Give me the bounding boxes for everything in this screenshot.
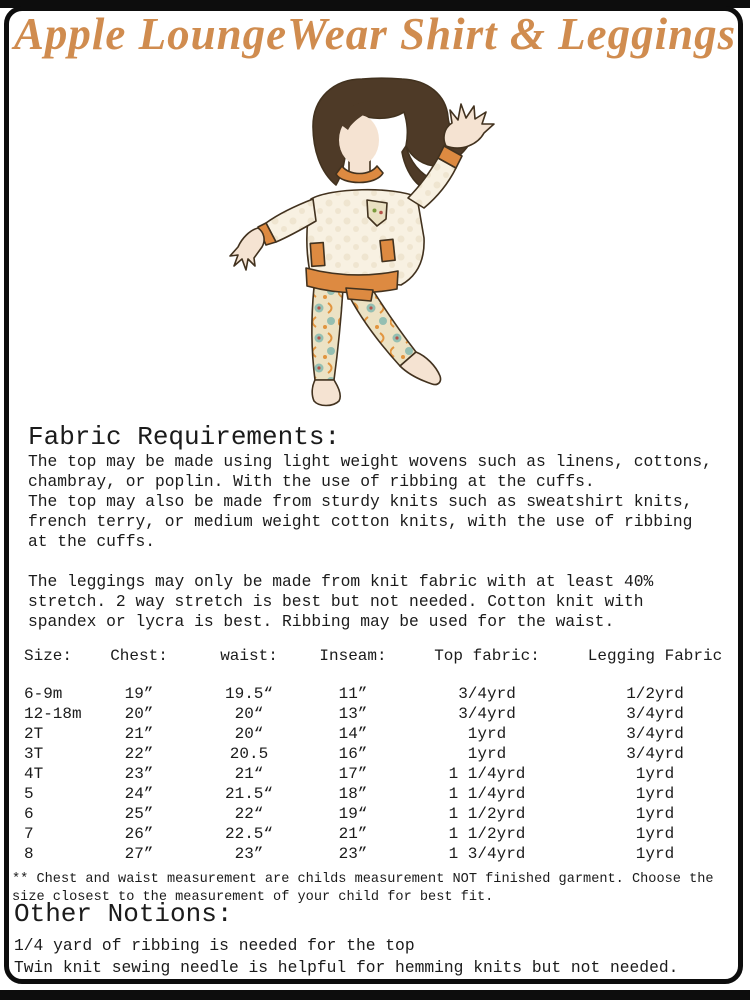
table-cell: 8 — [24, 845, 34, 863]
table-cell: 7 — [24, 825, 34, 843]
table-cell: 1 3/4yrd — [448, 845, 526, 863]
table-cell: 1/2yrd — [626, 685, 684, 703]
table-cell: 27” — [124, 845, 154, 863]
fabric-text-line: The leggings may only be made from knit fabric with at least 40% — [28, 572, 654, 591]
table-cell: 12-18m — [24, 705, 82, 723]
other-notions-heading: Other Notions: — [14, 899, 233, 929]
table-cell: 1yrd — [635, 845, 675, 863]
table-cell: 17” — [338, 765, 368, 783]
size-chart-table — [14, 646, 726, 864]
table-cell: 20“ — [234, 725, 264, 743]
table-cell: 22” — [124, 745, 154, 763]
left-leg-legging — [312, 287, 343, 380]
table-cell: 16” — [338, 745, 368, 763]
table-cell: 19“ — [338, 805, 368, 823]
fabric-text-line: The top may also be made from sturdy knits such as sweatshirt knits, — [28, 492, 693, 511]
table-cell: 1yrd — [467, 725, 507, 743]
table-cell: 21.5“ — [224, 785, 273, 803]
page-title: Apple LoungeWear Shirt & Leggings — [13, 9, 737, 59]
table-row — [14, 844, 726, 864]
table-cell: 1yrd — [467, 745, 507, 763]
table-cell: 3/4yrd — [458, 705, 516, 723]
table-cell: 2T — [24, 725, 44, 743]
table-cell: 20“ — [234, 705, 264, 723]
fabric-text-line: chambray, or poplin. With the use of ribbing at the cuffs. — [28, 472, 595, 491]
notion-text-line: 1/4 yard of ribbing is needed for the top — [14, 936, 415, 955]
other-notions-lines — [14, 935, 678, 979]
fabric-text-line: french terry, or medium weight cotton knits, with the use of ribbing — [28, 512, 693, 531]
table-header-cell: Chest: — [110, 647, 168, 665]
table-cell: 21“ — [234, 765, 264, 783]
table-cell: 21” — [338, 825, 368, 843]
pocket-button-green — [373, 209, 377, 213]
table-row — [14, 804, 726, 824]
table-cell: 3/4yrd — [626, 745, 684, 763]
page-edge-bottom — [0, 990, 750, 1000]
table-cell: 26” — [124, 825, 154, 843]
table-cell: 3/4yrd — [626, 705, 684, 723]
table-cell: 6 — [24, 805, 34, 823]
fabric-text-line: at the cuffs. — [28, 532, 156, 551]
right-hand-waving — [444, 104, 494, 148]
table-cell: 20” — [124, 705, 154, 723]
table-cell: 20.5 — [229, 745, 269, 763]
table-cell: 1yrd — [635, 825, 675, 843]
table-cell: 14” — [338, 725, 368, 743]
table-header-cell: Inseam: — [319, 647, 387, 665]
table-header-cell: Legging Fabric — [587, 647, 723, 665]
table-row — [14, 724, 726, 744]
left-hem-patch — [310, 243, 325, 267]
table-cell: 22.5“ — [224, 825, 273, 843]
table-row — [14, 744, 726, 764]
other-notions-section — [14, 899, 678, 979]
table-row — [14, 684, 726, 704]
table-cell: 1 1/4yrd — [448, 765, 526, 783]
table-cell: 18” — [338, 785, 368, 803]
fabric-requirements-heading: Fabric Requirements: — [28, 422, 341, 452]
table-header-cell: waist: — [220, 647, 278, 665]
left-hand — [230, 228, 264, 270]
shirt-body — [307, 190, 424, 285]
paragraph-gap — [28, 552, 712, 572]
table-cell: 5 — [24, 785, 34, 803]
table-cell: 23” — [234, 845, 264, 863]
measurement-footnote: ** Chest and waist measurement are childs measurement NOT finished garment. Choose the size closest to the measurement of your child for best fit. — [12, 872, 714, 905]
table-cell: 22“ — [234, 805, 264, 823]
crotch-band — [346, 288, 373, 301]
table-cell: 1yrd — [635, 765, 675, 783]
table-row — [14, 764, 726, 784]
pocket-button-red — [379, 211, 383, 215]
fabric-paragraph-wovens — [28, 452, 712, 552]
table-header-row — [14, 646, 726, 666]
table-cell: 23” — [124, 765, 154, 783]
table-cell: 3/4yrd — [626, 725, 684, 743]
table-cell: 13” — [338, 705, 368, 723]
table-cell: 25” — [124, 805, 154, 823]
table-body — [14, 684, 726, 864]
table-cell: 6-9m — [24, 685, 63, 703]
table-cell: 19” — [124, 685, 154, 703]
fabric-text-line: The top may be made using light weight wovens such as linens, cottons, — [28, 452, 712, 471]
table-row — [14, 784, 726, 804]
table-cell: 4T — [24, 765, 44, 783]
table-cell: 3T — [24, 745, 44, 763]
table-cell: 11” — [338, 685, 368, 703]
table-cell: 3/4yrd — [458, 685, 516, 703]
table-row — [14, 824, 726, 844]
notion-text-line: Twin knit sewing needle is helpful for hemming knits but not needed. — [14, 958, 679, 977]
right-hem-patch — [380, 239, 395, 261]
fabric-text-line: stretch. 2 way stretch is best but not needed. Cotton knit with — [28, 592, 644, 611]
right-leg-legging — [346, 290, 416, 366]
table-header-cell: Top fabric: — [434, 647, 540, 665]
table-cell: 1 1/2yrd — [448, 825, 526, 843]
table-cell: 21” — [124, 725, 154, 743]
fabric-paragraph-leggings — [28, 572, 712, 632]
child-loungewear-illustration — [225, 70, 505, 415]
fabric-requirements-section — [28, 422, 712, 632]
table-cell: 1 1/4yrd — [448, 785, 526, 803]
table-cell: 1yrd — [635, 785, 675, 803]
table-cell: 1yrd — [635, 805, 675, 823]
table-row — [14, 704, 726, 724]
table-cell: 1 1/2yrd — [448, 805, 526, 823]
table-cell: 19.5“ — [224, 685, 273, 703]
table-header-cell: Size: — [24, 647, 73, 665]
table-cell: 24” — [124, 785, 154, 803]
fabric-text-line: spandex or lycra is best. Ribbing may be used for the waist. — [28, 612, 615, 631]
left-foot — [312, 380, 340, 406]
table-cell: 23” — [338, 845, 368, 863]
